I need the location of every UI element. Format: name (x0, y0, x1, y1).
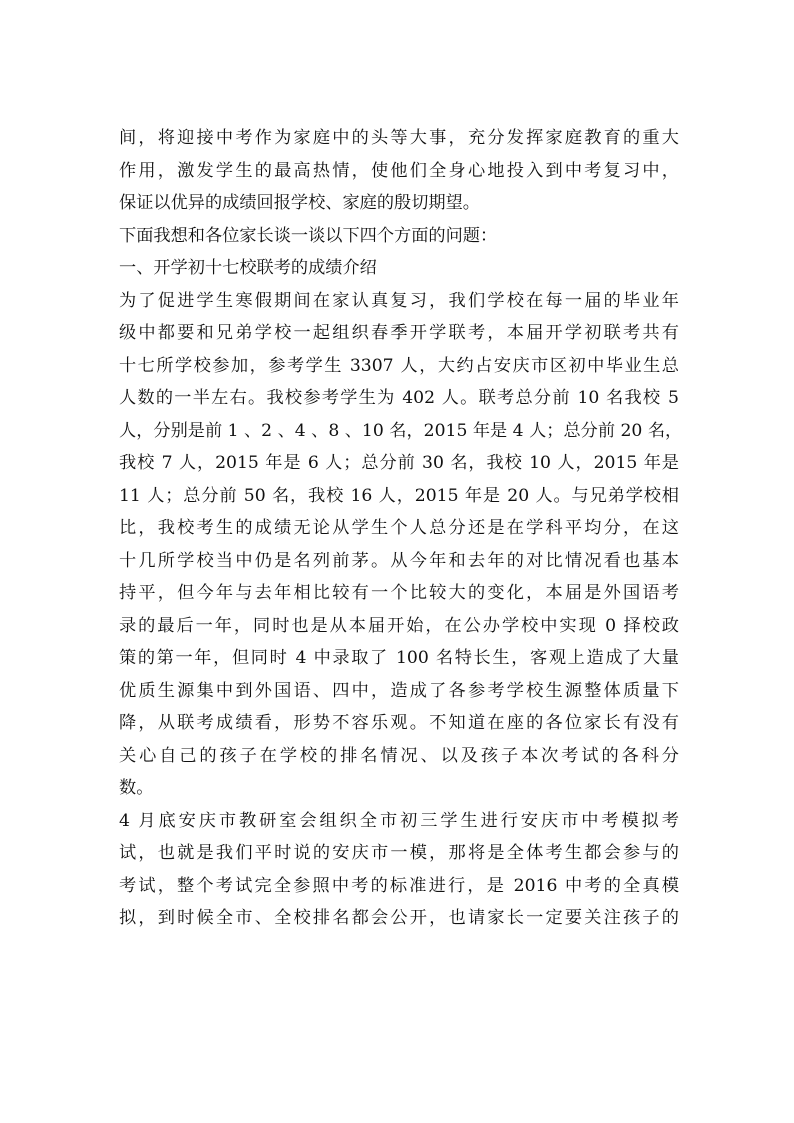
text-line: 数。 (119, 778, 154, 798)
text-line: 十几所学校当中仍是名列前茅。从今年和去年的对比情况看也基本 (119, 550, 679, 571)
text-line: 录的最后一年，同时也是从本届开始，在公办学校中实现 0 择校政 (119, 615, 679, 636)
text-line: 策的第一年，但同时 4 中录取了 100 名特长生，客观上造成了大量 (119, 648, 679, 668)
text-line: 关心自己的孩子在学校的排名情况、以及孩子本次考试的各科分 (119, 745, 679, 766)
text-line: 作用，激发学生的最高热情，使他们全身心地投入到中考复习中， (119, 160, 679, 181)
document-body (119, 122, 683, 935)
text-line: 人，分别是前 1 、2 、4 、8 、10 名，2015 年是 4 人；总分前 20 名， (119, 420, 683, 441)
text-line: 十七所学校参加，参考学生 3307 人，大约占安庆市区初中毕业生总 (119, 355, 679, 376)
text-line: 优质生源集中到外国语、四中，造成了各参考学校生源整体质量下 (119, 680, 679, 701)
text-line: 为了促进学生寒假期间在家认真复习，我们学校在每一届的毕业年 (119, 290, 679, 311)
text-line: 降，从联考成绩看，形势不容乐观。不知道在座的各位家长有没有 (119, 713, 679, 733)
text-line: 持平，但今年与去年相比较有一个比较大的变化，本届是外国语考 (119, 583, 679, 603)
section-heading: 一、开学初十七校联考的成绩介绍 (119, 258, 377, 278)
text-line: 我校 7 人，2015 年是 6 人；总分前 30 名，我校 10 人，2015 年是 (119, 453, 679, 473)
text-line: 级中都要和兄弟学校一起组织春季开学联考，本届开学初联考共有 (119, 323, 679, 343)
text-line: 人数的一半左右。我校参考学生为 402 人。联考总分前 10 名我校 5 (119, 388, 679, 408)
text-line: 拟，到时候全市、全校排名都会公开，也请家长一定要关注孩子的 (119, 908, 679, 928)
text-line: 试，也就是我们平时说的安庆市一模，那将是全体考生都会参与的 (119, 843, 679, 863)
text-line: 间，将迎接中考作为家庭中的头等大事，充分发挥家庭教育的重大 (119, 128, 679, 148)
text-line: 下面我想和各位家长谈一谈以下四个方面的问题： (119, 225, 498, 246)
text-line: 4 月底安庆市教研室会组织全市初三学生进行安庆市中考模拟考 (119, 810, 679, 831)
text-line: 保证以优异的成绩回报学校、家庭的殷切期望。 (119, 193, 480, 213)
text-line: 11 人；总分前 50 名，我校 16 人，2015 年是 20 人。与兄弟学校相 (119, 485, 679, 506)
text-line: 比，我校考生的成绩无论从学生个人总分还是在学科平均分，在这 (119, 518, 679, 538)
text-line: 考试，整个考试完全参照中考的标准进行，是 2016 中考的全真模 (119, 875, 679, 896)
